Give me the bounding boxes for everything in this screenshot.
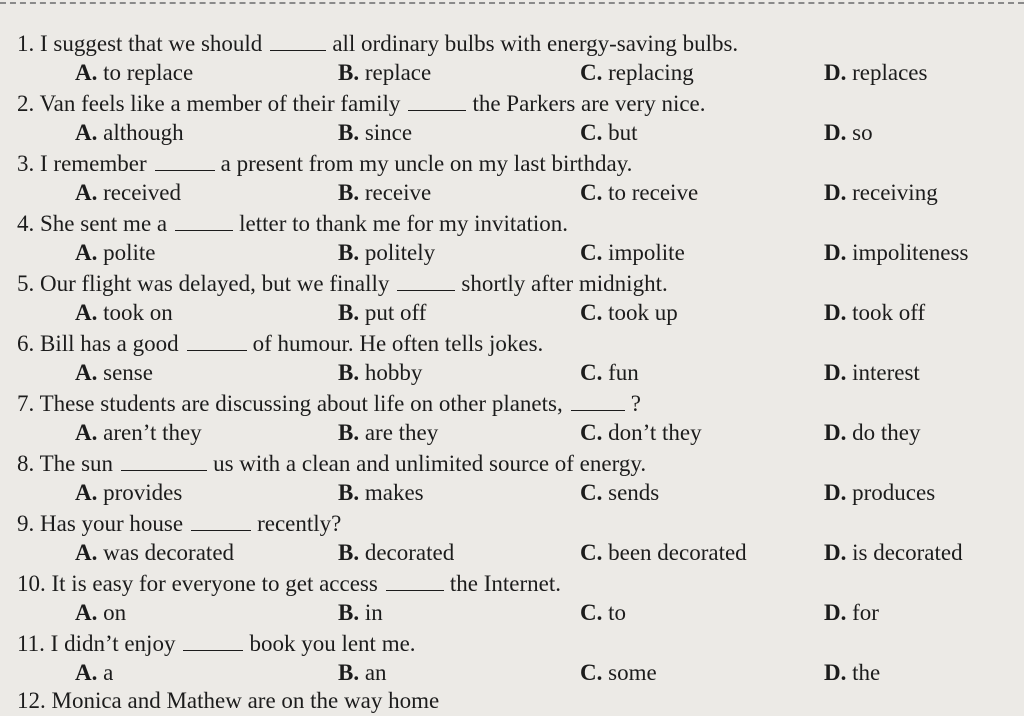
question-stem — [17, 448, 646, 479]
option-d[interactable]: D. interest — [824, 360, 920, 385]
question-stem — [17, 628, 416, 659]
answer-blank[interactable] — [175, 208, 233, 231]
option-b[interactable]: B. put off — [338, 300, 427, 325]
question-number: 3. — [17, 151, 35, 176]
option-c[interactable]: C. some — [580, 660, 657, 685]
answer-blank[interactable] — [408, 88, 466, 111]
question-number: 7. — [17, 391, 35, 416]
option-d[interactable]: D. for — [824, 600, 879, 625]
stem-before: It is easy for everyone to get access — [51, 571, 378, 596]
option-d[interactable]: D. receiving — [824, 180, 938, 205]
stem-before: These students are discussing about life on other planets, — [39, 391, 563, 416]
question-number: 4. — [17, 211, 35, 236]
option-b[interactable]: B. politely — [338, 240, 436, 265]
question-number: 1. — [17, 31, 35, 56]
option-d[interactable]: D. the — [824, 660, 881, 685]
option-b[interactable]: B. replace — [338, 60, 432, 85]
option-a[interactable]: A. received — [75, 180, 182, 205]
stem-before: I didn’t enjoy — [50, 631, 176, 656]
option-a[interactable]: A. took on — [75, 300, 173, 325]
question-stem — [17, 28, 738, 59]
option-b[interactable]: B. decorated — [338, 540, 455, 565]
option-a[interactable]: A. to replace — [75, 60, 194, 85]
option-c[interactable]: C. took up — [580, 300, 678, 325]
stem-before: Our flight was delayed, but we finally — [40, 271, 390, 296]
top-dashed-rule — [0, 2, 1024, 4]
option-d[interactable]: D. took off — [824, 300, 926, 325]
option-b[interactable]: B. are they — [338, 420, 439, 445]
option-a[interactable]: A. sense — [75, 360, 153, 385]
question-number: 10. — [17, 571, 46, 596]
question-1 — [0, 28, 1024, 88]
option-d[interactable]: D. do they — [824, 420, 921, 445]
quiz-page — [0, 28, 1024, 688]
option-a[interactable]: A. provides — [75, 480, 183, 505]
option-d[interactable]: D. is decorated — [824, 540, 963, 565]
option-a[interactable]: A. was decorated — [75, 540, 235, 565]
question-number: 5. — [17, 271, 35, 296]
question-stem — [17, 568, 561, 599]
option-b[interactable]: B. in — [338, 600, 383, 625]
option-c[interactable]: C. to receive — [580, 180, 699, 205]
question-stem — [17, 148, 632, 179]
question-stem — [17, 268, 668, 299]
stem-after: us with a clean and unlimited source of energy. — [213, 451, 647, 476]
stem-after: a present from my uncle on my last birthday. — [220, 151, 633, 176]
option-a[interactable]: A. polite — [75, 240, 156, 265]
answer-blank[interactable] — [571, 388, 625, 411]
question-stem — [17, 508, 341, 539]
option-c[interactable]: C. impolite — [580, 240, 685, 265]
option-d[interactable]: D. so — [824, 120, 873, 145]
stem-before: I suggest that we should — [40, 31, 263, 56]
stem-before: The sun — [39, 451, 114, 476]
question-11 — [0, 628, 1024, 688]
question-5 — [0, 268, 1024, 328]
option-b[interactable]: B. makes — [338, 480, 424, 505]
question-stem — [17, 88, 706, 119]
answer-blank[interactable] — [183, 628, 243, 651]
stem-after: ? — [630, 391, 641, 416]
question-number: 8. — [17, 451, 35, 476]
question-9 — [0, 508, 1024, 568]
option-b[interactable]: B. receive — [338, 180, 432, 205]
option-c[interactable]: C. sends — [580, 480, 660, 505]
question-2 — [0, 88, 1024, 148]
option-a[interactable]: A. although — [75, 120, 184, 145]
answer-blank[interactable] — [187, 328, 247, 351]
option-c[interactable]: C. been decorated — [580, 540, 747, 565]
stem-before: Van feels like a member of their family — [39, 91, 401, 116]
option-c[interactable]: C. replacing — [580, 60, 694, 85]
question-8 — [0, 448, 1024, 508]
answer-blank[interactable] — [191, 508, 251, 531]
question-6 — [0, 328, 1024, 388]
question-3 — [0, 148, 1024, 208]
answer-blank[interactable] — [121, 448, 207, 471]
option-c[interactable]: C. to — [580, 600, 627, 625]
question-stem — [17, 388, 641, 419]
question-stem — [17, 328, 543, 359]
question-10 — [0, 568, 1024, 628]
option-c[interactable]: C. fun — [580, 360, 639, 385]
stem-after: all ordinary bulbs with energy-saving bulbs. — [332, 31, 739, 56]
option-b[interactable]: B. since — [338, 120, 413, 145]
option-b[interactable]: B. hobby — [338, 360, 423, 385]
option-d[interactable]: D. replaces — [824, 60, 928, 85]
option-c[interactable]: C. don’t they — [580, 420, 702, 445]
question-4 — [0, 208, 1024, 268]
stem-before: I remember — [40, 151, 147, 176]
stem-after: letter to thank me for my invitation. — [239, 211, 569, 236]
option-d[interactable]: D. produces — [824, 480, 936, 505]
option-a[interactable]: A. a — [75, 660, 114, 685]
answer-blank[interactable] — [270, 28, 326, 51]
stem-after: the Internet. — [449, 571, 561, 596]
answer-blank[interactable] — [397, 268, 455, 291]
stem-before: Bill has a good — [40, 331, 179, 356]
answer-blank[interactable] — [155, 148, 215, 171]
question-number: 11. — [17, 631, 45, 656]
question-number: 9. — [17, 511, 35, 536]
question-number: 2. — [17, 91, 35, 116]
stem-after: shortly after midnight. — [461, 271, 668, 296]
stem-after: book you lent me. — [249, 631, 416, 656]
option-a[interactable]: A. aren’t they — [75, 420, 202, 445]
stem-after: of humour. He often tells jokes. — [252, 331, 544, 356]
option-d[interactable]: D. impoliteness — [824, 240, 969, 265]
option-b[interactable]: B. an — [338, 660, 387, 685]
question-number: 6. — [17, 331, 35, 356]
option-a[interactable]: A. on — [75, 600, 127, 625]
stem-after: the Parkers are very nice. — [472, 91, 706, 116]
option-c[interactable]: C. but — [580, 120, 638, 145]
stem-before: Has your house — [40, 511, 184, 536]
next-question-partial: 12. Monica and Mathew are on the way home — [17, 688, 440, 713]
question-7 — [0, 388, 1024, 448]
stem-after: recently? — [257, 511, 342, 536]
stem-before: She sent me a — [40, 211, 168, 236]
answer-blank[interactable] — [386, 568, 444, 591]
question-stem — [17, 208, 568, 239]
